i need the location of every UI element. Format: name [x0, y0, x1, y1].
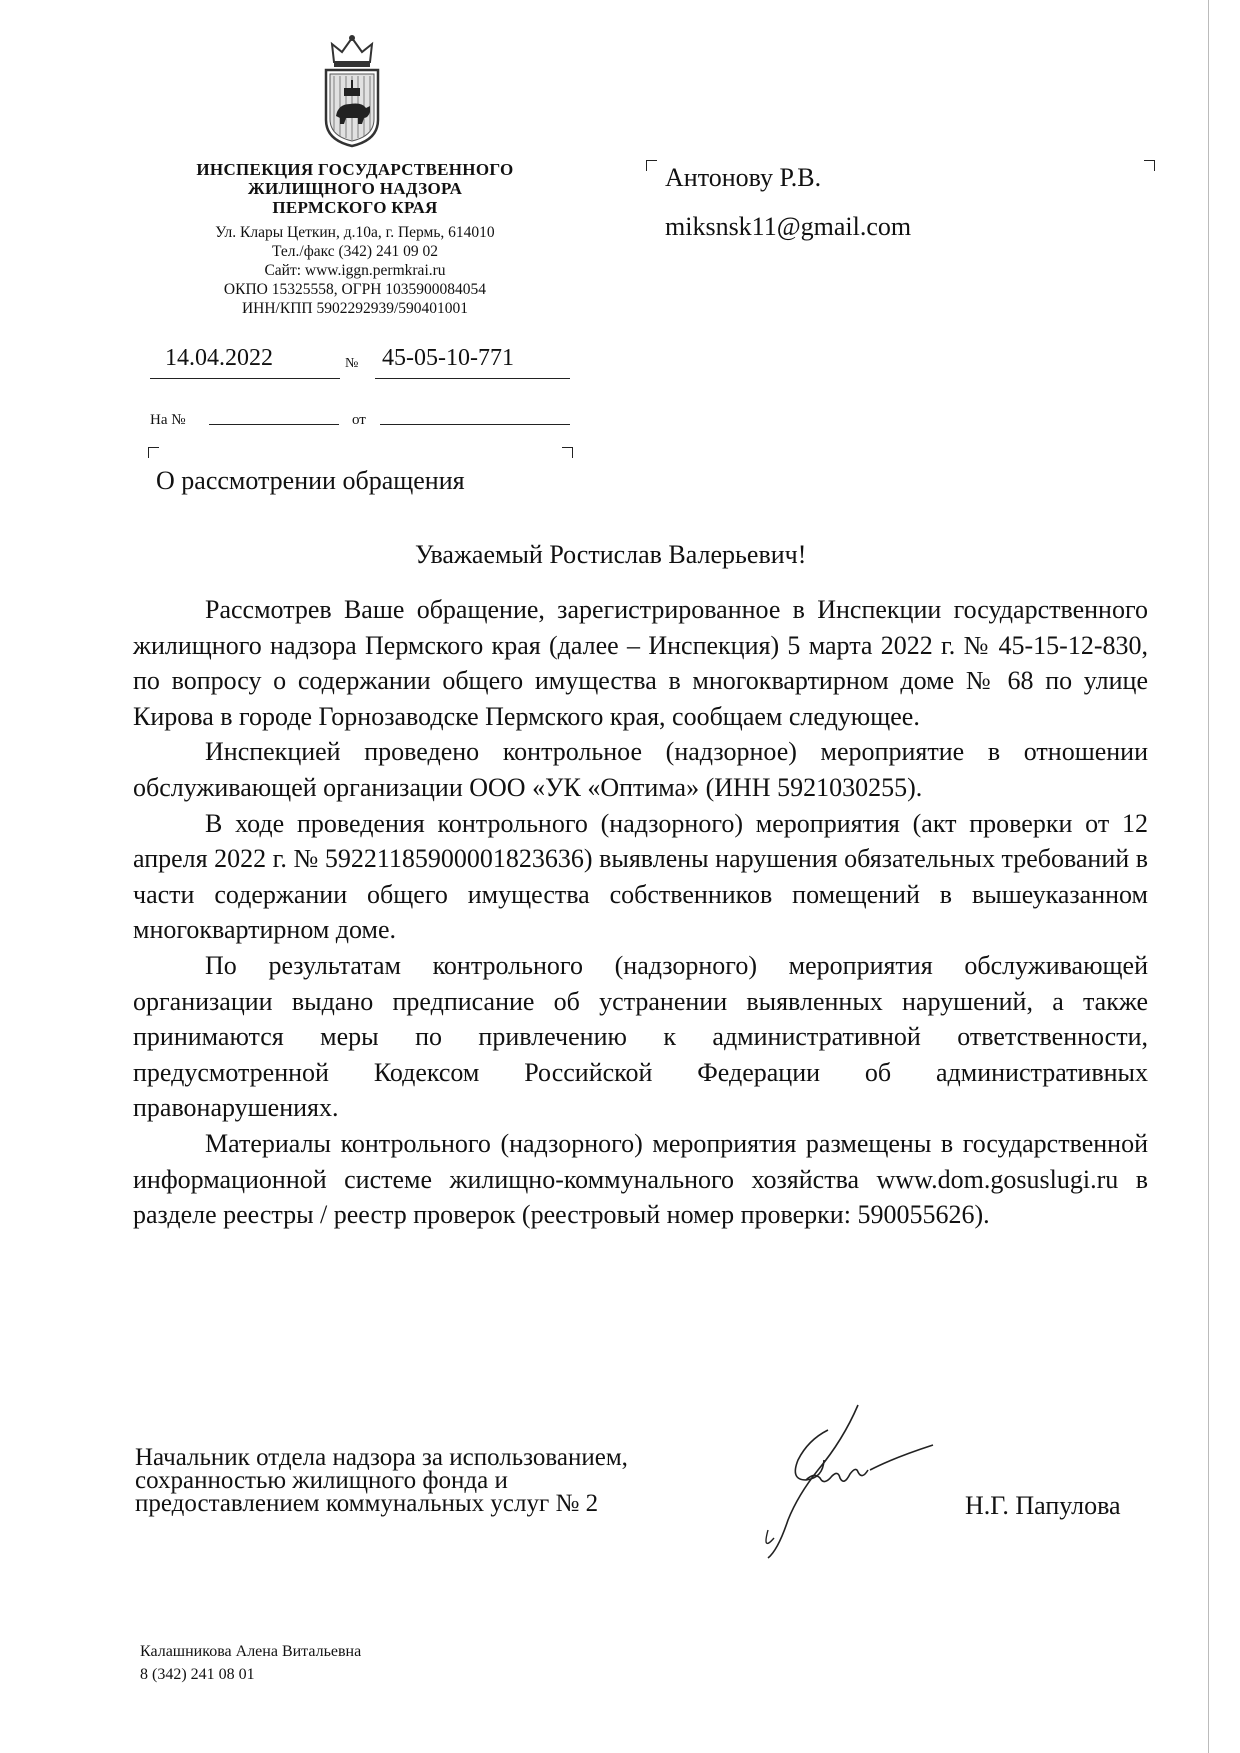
recipient-corner-left: [646, 160, 657, 171]
reference-number-label: На №: [150, 412, 186, 428]
org-okpo-ogrn: ОКПО 15325558, ОГРН 1035900084054: [223, 281, 487, 298]
body-paragraph: В ходе проведения контрольного (надзорного) мероприятия (акт проверки от 12 апреля 2022 г. № 59221185900001823636) выявлены нарушения обязательных требований в части содержании общего имущества собственников помещений в вышеуказанном многоквартирном доме.: [133, 808, 1148, 945]
registration-date-underline: [150, 378, 340, 379]
reference-from-underline: [380, 424, 570, 425]
letter-subject: О рассмотрении обращения: [156, 466, 465, 495]
organization-details: [150, 223, 560, 318]
signatory-name: Н.Г. Папулова: [965, 1491, 1121, 1520]
org-phone: Тел./факс (342) 241 09 02: [272, 243, 438, 260]
signatory-position: Начальник отдела надзора за использованием, сохранностью жилищного фонда и предоставлением коммунальных услуг № 2: [135, 1444, 628, 1517]
org-website: Сайт: www.iggn.permkrai.ru: [264, 262, 446, 279]
reference-from-label: от: [352, 412, 366, 428]
subject-corner-left: [148, 447, 159, 458]
executor-name: Калашникова Алена Витальевна: [140, 1643, 362, 1660]
coat-of-arms-icon: [320, 32, 384, 150]
executor-phone: 8 (342) 241 08 01: [140, 1666, 255, 1683]
registration-number: 45-05-10-771: [382, 345, 514, 371]
recipient-email: miksnsk11@gmail.com: [665, 212, 912, 241]
organization-block: [150, 160, 560, 318]
body-paragraph: Рассмотрев Ваше обращение, зарегистрированное в Инспекции государственного жилищного надзора Пермского края (далее – Инспекция) 5 марта 2022 г. № 45-15-12-830, по вопросу о содержании общего имущества в многоквартирном доме № 68 по улице Кирова в городе Горнозаводске Пермского края, сообщаем следующее.: [133, 595, 1148, 731]
recipient-corner-right: [1144, 160, 1155, 171]
salutation: Уважаемый Ростислав Валерьевич!: [415, 540, 807, 569]
registration-number-underline: [375, 378, 570, 379]
registration-number-label: №: [345, 356, 359, 371]
letter-body: [133, 592, 1148, 1233]
body-paragraph: Материалы контрольного (надзорного) мероприятия размещены в государственной информационной системе жилищно-коммунального хозяйства www.dom.gosuslugi.ru в разделе реестры / реестр проверок (реестровый номер проверки: 590055626).: [133, 1128, 1148, 1230]
handwritten-signature: [728, 1400, 938, 1560]
organization-name: ИНСПЕКЦИЯ ГОСУДАРСТВЕННОГО ЖИЛИЩНОГО НАДЗОРА ПЕРМСКОГО КРАЯ: [196, 160, 514, 217]
org-inn-kpp: ИНН/КПП 5902292939/590401001: [241, 300, 469, 317]
body-paragraph: Инспекцией проведено контрольное (надзорное) мероприятие в отношении обслуживающей организации ООО «УК «Оптима» (ИНН 5921030255).: [133, 737, 1148, 802]
reference-number-underline: [209, 424, 339, 425]
scan-edge-line: [1208, 0, 1209, 1753]
recipient-name: Антонову Р.В.: [665, 163, 822, 192]
org-address: Ул. Клары Цеткин, д.10а, г. Пермь, 614010: [215, 224, 495, 241]
subject-corner-right: [562, 447, 573, 458]
registration-date: 14.04.2022: [165, 345, 273, 371]
executor-block: [140, 1640, 361, 1686]
body-paragraph: По результатам контрольного (надзорного) мероприятия обслуживающей организации выдано предписание об устранении выявленных нарушений, а также принимаются меры по привлечению к административной ответственности, предусмотренной Кодексом Российской Федерации об административных правонарушениях.: [133, 950, 1148, 1123]
